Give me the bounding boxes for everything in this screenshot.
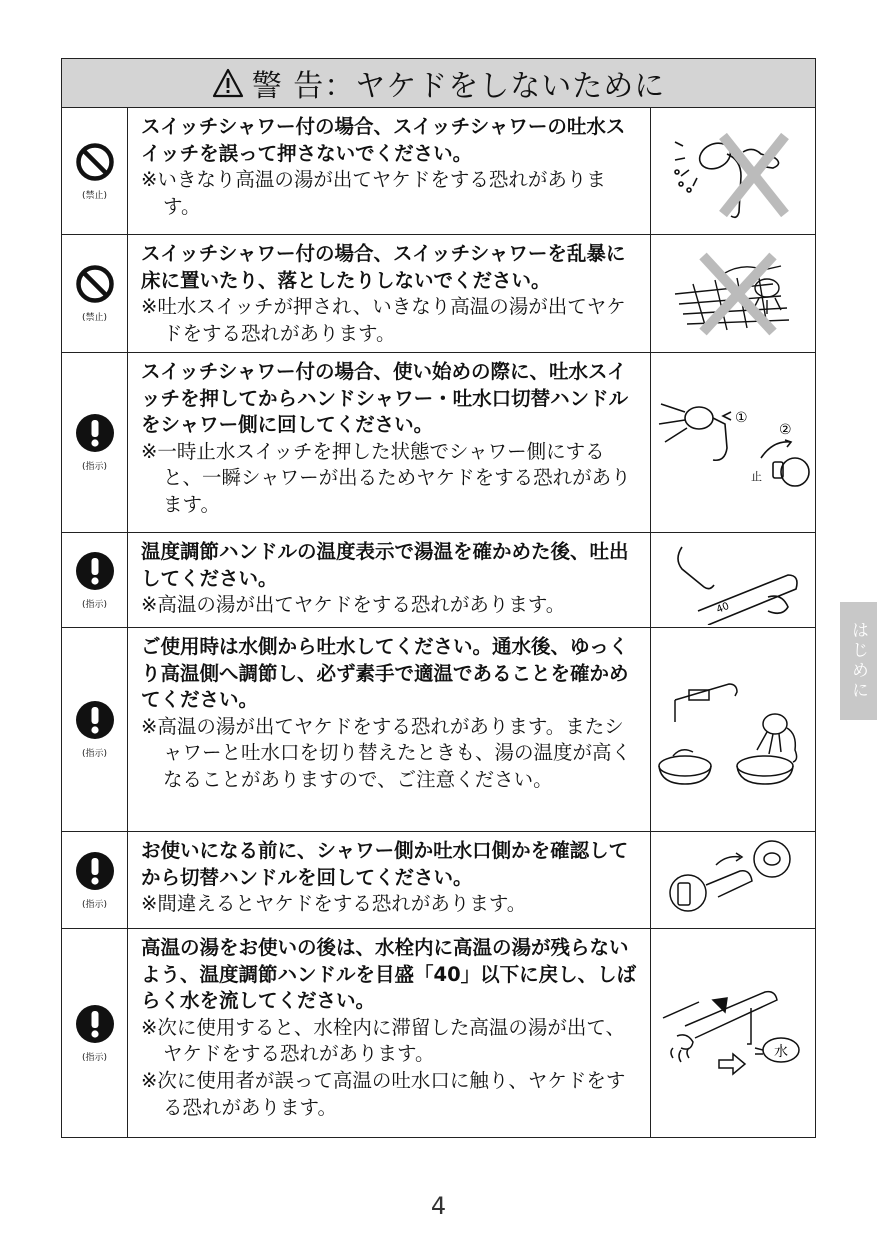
step-label: ① — [735, 409, 748, 426]
temperature-handle-check-icon — [658, 535, 808, 625]
warning-note: ※吐水スイッチが押され、いきなり高温の湯が出てヤケドをする恐れがあります。 — [141, 295, 626, 345]
instruction-icon — [75, 413, 115, 453]
page-number: 4 — [430, 1192, 447, 1220]
section-tab[interactable]: はじめに — [840, 602, 877, 720]
figure-cell — [651, 108, 815, 234]
warning-row — [62, 108, 815, 235]
warning-row — [62, 832, 815, 929]
warning-lead: スイッチシャワー付の場合、使い始めの際に、吐水スイッチを押してからハンドシャワー・吐水口切替ハンドルをシャワー側に回してください。 — [141, 360, 629, 437]
figure-cell — [651, 235, 815, 352]
water-label: 水 — [774, 1044, 788, 1060]
symbol-caption: (指示) — [81, 462, 108, 472]
warning-text — [128, 533, 651, 627]
figure-cell — [651, 353, 815, 532]
symbol-cell — [62, 235, 128, 352]
instruction-icon — [75, 551, 115, 591]
warning-header — [62, 59, 815, 108]
warning-note: ※間違えるとヤケドをする恐れがあります。 — [141, 892, 527, 916]
figure-cell — [651, 929, 815, 1137]
switch-handle-check-icon — [668, 837, 798, 923]
warning-lead: 高温の湯をお使いの後は、水栓内に高温の湯が残らないよう、温度調節ハンドルを目盛「40」以下に戻し、しばらく水を流してください。 — [141, 936, 637, 1013]
scale-label: 40 — [715, 600, 731, 616]
symbol-cell — [62, 832, 128, 928]
shower-dropped-prohibited-icon — [663, 244, 803, 344]
shower-switch-then-handle-icon — [655, 388, 811, 498]
warning-text — [128, 628, 651, 831]
warning-title: 警 告：ヤケドをしないために — [251, 69, 666, 104]
warning-note: ※いきなり高温の湯が出てヤケドをする恐れがあります。 — [141, 168, 606, 218]
warning-lead: スイッチシャワー付の場合、スイッチシャワーの吐水スイッチを誤って押さないでください。 — [141, 115, 626, 165]
warning-lead: ご使用時は水側から吐水してください。通水後、ゆっくり高温側へ調節し、必ず素手で適温であることを確かめてください。 — [141, 635, 629, 712]
symbol-caption: (指示) — [81, 1052, 108, 1063]
warning-note: ※高温の湯が出てヤケドをする恐れがあります。 — [141, 593, 566, 617]
symbol-caption: (指示) — [81, 599, 108, 610]
stop-label: 止 — [751, 469, 762, 483]
warning-row — [62, 235, 815, 353]
step-label: ② — [779, 421, 792, 438]
warning-row — [62, 353, 815, 533]
warning-lead: スイッチシャワー付の場合、スイッチシャワーを乱暴に床に置いたり、落としたりしないでください。 — [141, 242, 626, 292]
warning-text — [128, 108, 651, 234]
warning-row — [62, 929, 815, 1137]
instruction-icon — [75, 851, 115, 891]
symbol-cell — [62, 108, 128, 234]
prohibition-icon — [75, 142, 115, 182]
warning-note: ※高温の湯が出てヤケドをする恐れがあります。またシャワーと吐水口を切り替えたときも、湯の温度が高くなることがありますので、ご注意ください。 — [141, 714, 632, 791]
figure-cell — [651, 533, 815, 627]
warning-note: ※一時止水スイッチを押した状態でシャワー側にすると、一瞬シャワーが出るためヤケドをする恐れがあります。 — [141, 439, 631, 516]
instruction-icon — [75, 1004, 115, 1044]
warning-table — [61, 58, 816, 1138]
warning-text — [128, 929, 651, 1137]
symbol-caption: (禁止) — [81, 190, 108, 201]
symbol-cell — [62, 533, 128, 627]
flush-cold-water-icon — [655, 978, 811, 1088]
symbol-caption: (指示) — [81, 899, 108, 910]
warning-note: ※次に使用者が誤って高温の吐水口に触り、ヤケドをする恐れがあります。 — [141, 1068, 626, 1119]
warning-note: ※次に使用すると、水栓内に滞留した高温の湯が出て、ヤケドをする恐れがあります。 — [141, 1015, 625, 1066]
warning-row — [62, 533, 815, 628]
prohibition-icon — [75, 264, 115, 304]
warning-text — [128, 353, 651, 532]
symbol-caption: (指示) — [81, 749, 108, 759]
hand-testing-water-icon — [655, 670, 811, 790]
warning-row — [62, 628, 815, 832]
warning-lead: お使いになる前に、シャワー側か吐水口側かを確認してから切替ハンドルを回してください。 — [141, 839, 629, 889]
symbol-cell — [62, 929, 128, 1137]
symbol-cell — [62, 353, 128, 532]
warning-text — [128, 832, 651, 928]
symbol-cell — [62, 628, 128, 831]
symbol-caption: (禁止) — [81, 313, 108, 323]
figure-cell — [651, 628, 815, 831]
instruction-icon — [75, 700, 115, 740]
warning-text — [128, 235, 651, 352]
figure-cell — [651, 832, 815, 928]
shower-button-press-prohibited-icon — [663, 116, 803, 226]
warning-lead: 温度調節ハンドルの温度表示で湯温を確かめた後、吐出してください。 — [141, 540, 629, 590]
warning-triangle-icon — [212, 68, 244, 98]
